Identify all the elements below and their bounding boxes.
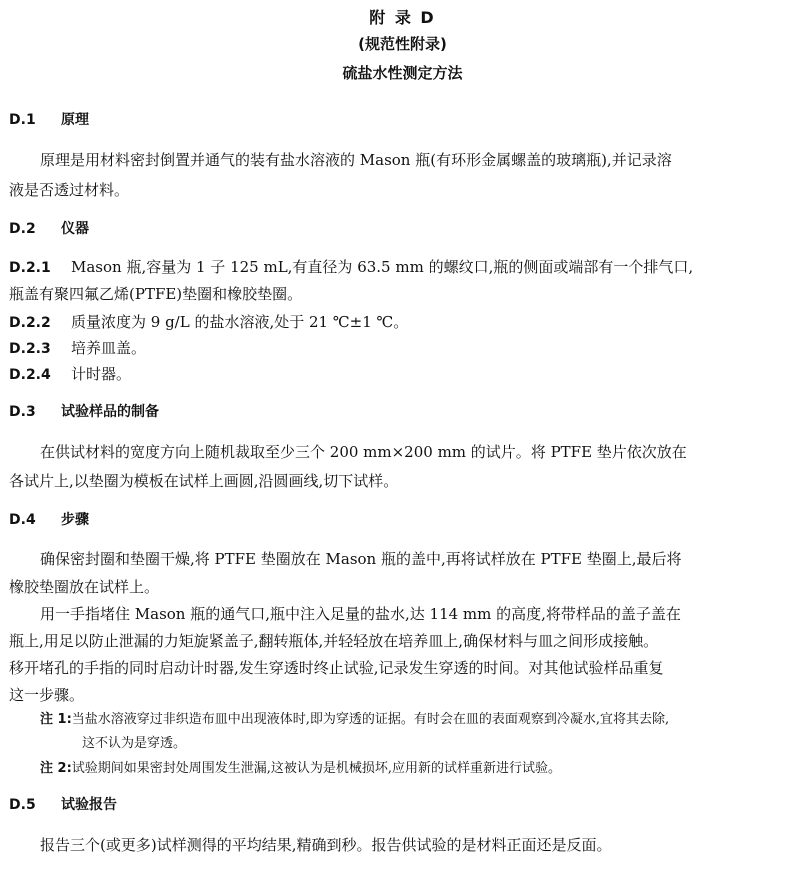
d2-item-number: D.2.2 — [9, 315, 51, 331]
d2-item-number: D.2.4 — [9, 367, 51, 383]
section-d1-heading — [9, 113, 89, 127]
note-1-label: 注 1: — [40, 712, 72, 727]
section-d4-title: 步骤 — [61, 512, 89, 528]
d2-item — [9, 367, 131, 382]
d4-paragraph-line: 橡胶垫圈放在试样上。 — [9, 578, 160, 596]
section-d5-heading — [9, 798, 117, 812]
d2-item-number: D.2.3 — [9, 341, 51, 357]
section-d4-heading — [9, 513, 89, 527]
section-d5-title: 试验报告 — [61, 797, 117, 813]
section-d1-title: 原理 — [61, 112, 89, 128]
d2-item — [9, 341, 146, 356]
section-d2-title: 仪器 — [61, 221, 89, 237]
d2-item — [9, 315, 408, 330]
section-d5-number: D.5 — [9, 797, 36, 813]
note-1 — [40, 713, 669, 726]
note-2 — [40, 762, 561, 775]
d2-item-text: 计时器。 — [71, 365, 132, 383]
d2-item-number: D.2.1 — [9, 260, 51, 276]
section-d2-number: D.2 — [9, 221, 36, 237]
section-d1-number: D.1 — [9, 112, 36, 128]
d2-item-text: 质量浓度为 9 g/L 的盐水溶液,处于 21 ℃±1 ℃。 — [71, 313, 409, 331]
appendix-name: 硫盐水性测定方法 — [342, 64, 463, 82]
d4-paragraph-line: 用一手指堵住 Mason 瓶的通气口,瓶中注入足量的盐水,达 114 mm 的高度,将带样品的盖子盖在 — [40, 605, 681, 623]
note-1-text: 当盐水溶液穿过非织造布皿中出现液体时,即为穿透的证据。有时会在皿的表面观察到冷凝水,宜将其去除, — [71, 712, 670, 727]
d1-paragraph-line: 原理是用材料密封倒置并通气的装有盐水溶液的 Mason 瓶(有环形金属螺盖的玻璃瓶),并记录溶 — [40, 151, 672, 169]
d4-paragraph-line: 瓶上,用足以防止泄漏的力矩旋紧盖子,翻转瓶体,并轻轻放在培养皿上,确保材料与皿之间形成接触。 — [9, 632, 659, 650]
d4-paragraph-line: 这一步骤。 — [9, 686, 85, 704]
note-2-label: 注 2: — [40, 761, 72, 776]
d2-item-text: Mason 瓶,容量为 1 子 125 mL,有直径为 63.5 mm 的螺纹口,瓶的侧面或端部有一个排气口, — [71, 258, 694, 276]
section-d3-heading — [9, 405, 159, 419]
d5-paragraph-line: 报告三个(或更多)试样测得的平均结果,精确到秒。报告供试验的是材料正面还是反面。 — [40, 836, 612, 854]
d3-paragraph-line: 各试片上,以垫圈为模板在试样上画圆,沿圆画线,切下试样。 — [9, 472, 399, 490]
note-2-text: 试验期间如果密封处周围发生泄漏,这被认为是机械损坏,应用新的试样重新进行试验。 — [71, 761, 562, 776]
appendix-type: (规范性附录) — [358, 35, 447, 53]
d4-paragraph-line: 确保密封圈和垫圈干燥,将 PTFE 垫圈放在 Mason 瓶的盖中,再将试样放在 PTFE 垫圈上,最后将 — [40, 550, 682, 568]
d2-item — [9, 260, 693, 275]
section-d3-title: 试验样品的制备 — [61, 404, 159, 420]
section-d3-number: D.3 — [9, 404, 36, 420]
note-1-continuation: 这不认为是穿透。 — [82, 736, 187, 751]
d2-item-text: 培养皿盖。 — [71, 339, 147, 357]
d1-paragraph-line: 液是否透过材料。 — [9, 181, 130, 199]
d2-item-continuation: 瓶盖有聚四氟乙烯(PTFE)垫圈和橡胶垫圈。 — [9, 285, 303, 303]
section-d2-heading — [9, 222, 89, 236]
d4-paragraph-line: 移开堵孔的手指的同时启动计时器,发生穿透时终止试验,记录发生穿透的时间。对其他试验样品重复 — [9, 659, 664, 677]
section-d4-number: D.4 — [9, 512, 36, 528]
appendix-title: 附 录 D — [369, 8, 436, 27]
d3-paragraph-line: 在供试材料的宽度方向上随机裁取至少三个 200 mm×200 mm 的试片。将 PTFE 垫片依次放在 — [40, 443, 687, 461]
